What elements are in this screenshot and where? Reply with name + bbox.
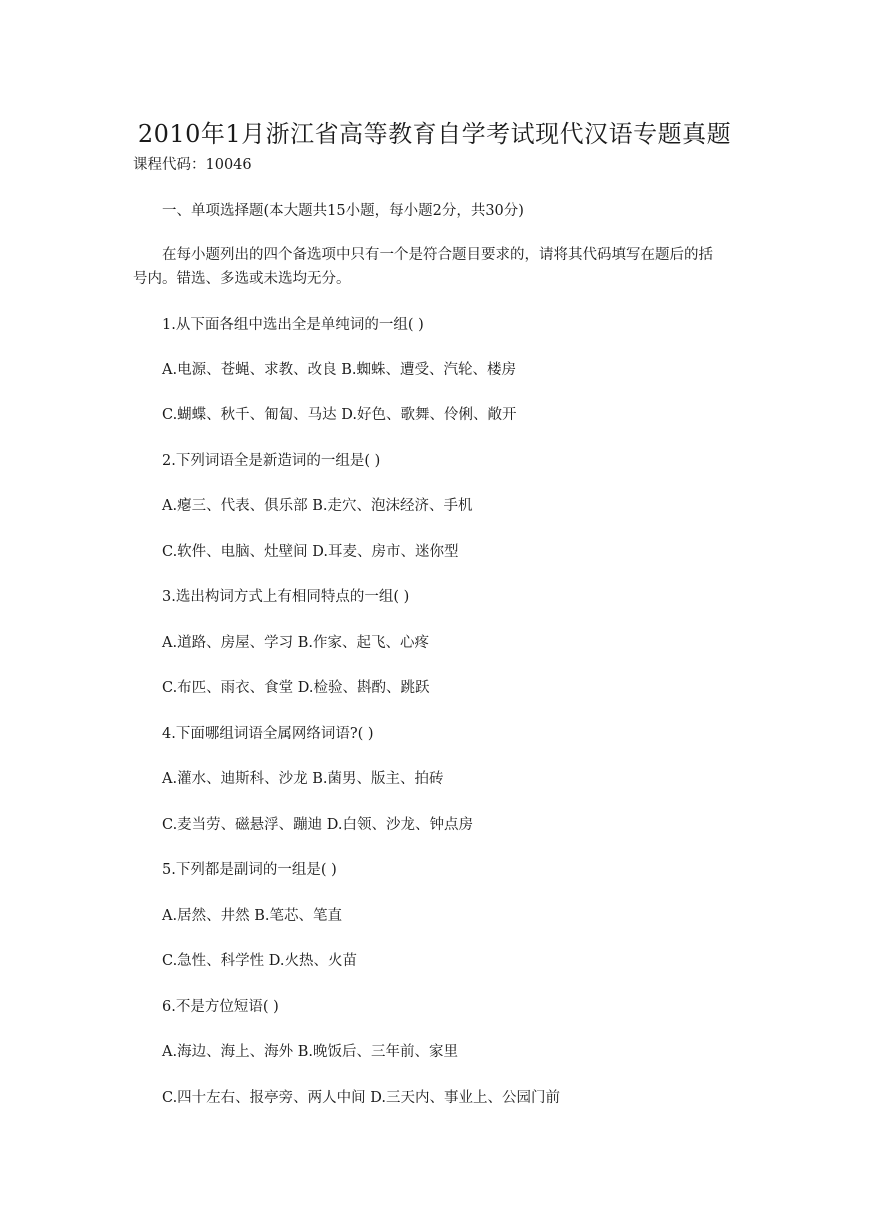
question-5-options-cd: C.急性、科学性 D.火热、火苗 <box>162 953 358 969</box>
question-4-options-ab: A.灌水、迪斯科、沙龙 B.菌男、版主、拍砖 <box>162 771 444 787</box>
question-5-options-ab: A.居然、井然 B.笔芯、笔直 <box>162 908 342 924</box>
question-3-options-ab: A.道路、房屋、学习 B.作家、起飞、心疼 <box>162 635 429 651</box>
instructions-line-1: 在每小题列出的四个备选项中只有一个是符合题目要求的，请将其代码填写在题后的括 <box>162 247 713 263</box>
document-title: 2010年1月浙江省高等教育自学考试现代汉语专题真题 <box>137 120 732 148</box>
question-1-options-cd: C.蝴蝶、秋千、匍匐、马达 D.好色、歌舞、伶俐、敞开 <box>162 407 517 423</box>
question-4-options-cd: C.麦当劳、磁悬浮、蹦迪 D.白领、沙龙、钟点房 <box>162 817 474 833</box>
question-3-options-cd: C.布匹、雨衣、食堂 D.检验、斟酌、跳跃 <box>162 680 430 696</box>
question-2-stem: 2.下列词语全是新造词的一组是( ) <box>162 453 381 469</box>
section-heading: 一、单项选择题(本大题共15小题，每小题2分，共30分) <box>162 203 524 219</box>
question-6-stem: 6.不是方位短语( ) <box>162 999 279 1015</box>
course-code: 课程代码：10046 <box>133 157 252 173</box>
instructions-line-2: 号内。错选、多选或未选均无分。 <box>133 271 351 287</box>
question-6-options-ab: A.海边、海上、海外 B.晚饭后、三年前、家里 <box>162 1044 458 1060</box>
question-2-options-ab: A.瘪三、代表、俱乐部 B.走穴、泡沫经济、手机 <box>162 498 473 514</box>
question-1-stem: 1.从下面各组中选出全是单纯词的一组( ) <box>162 317 424 333</box>
question-5-stem: 5.下列都是副词的一组是( ) <box>162 862 337 878</box>
question-2-options-cd: C.软件、电脑、灶壁间 D.耳麦、房市、迷你型 <box>162 544 459 560</box>
question-3-stem: 3.选出构词方式上有相同特点的一组( ) <box>162 589 410 605</box>
question-6-options-cd: C.四十左右、报亭旁、两人中间 D.三天内、事业上、公园门前 <box>162 1090 561 1106</box>
question-4-stem: 4.下面哪组词语全属网络词语?( ) <box>162 726 374 742</box>
question-1-options-ab: A.电源、苍蝇、求教、改良 B.蜘蛛、遭受、汽轮、楼房 <box>162 362 516 378</box>
